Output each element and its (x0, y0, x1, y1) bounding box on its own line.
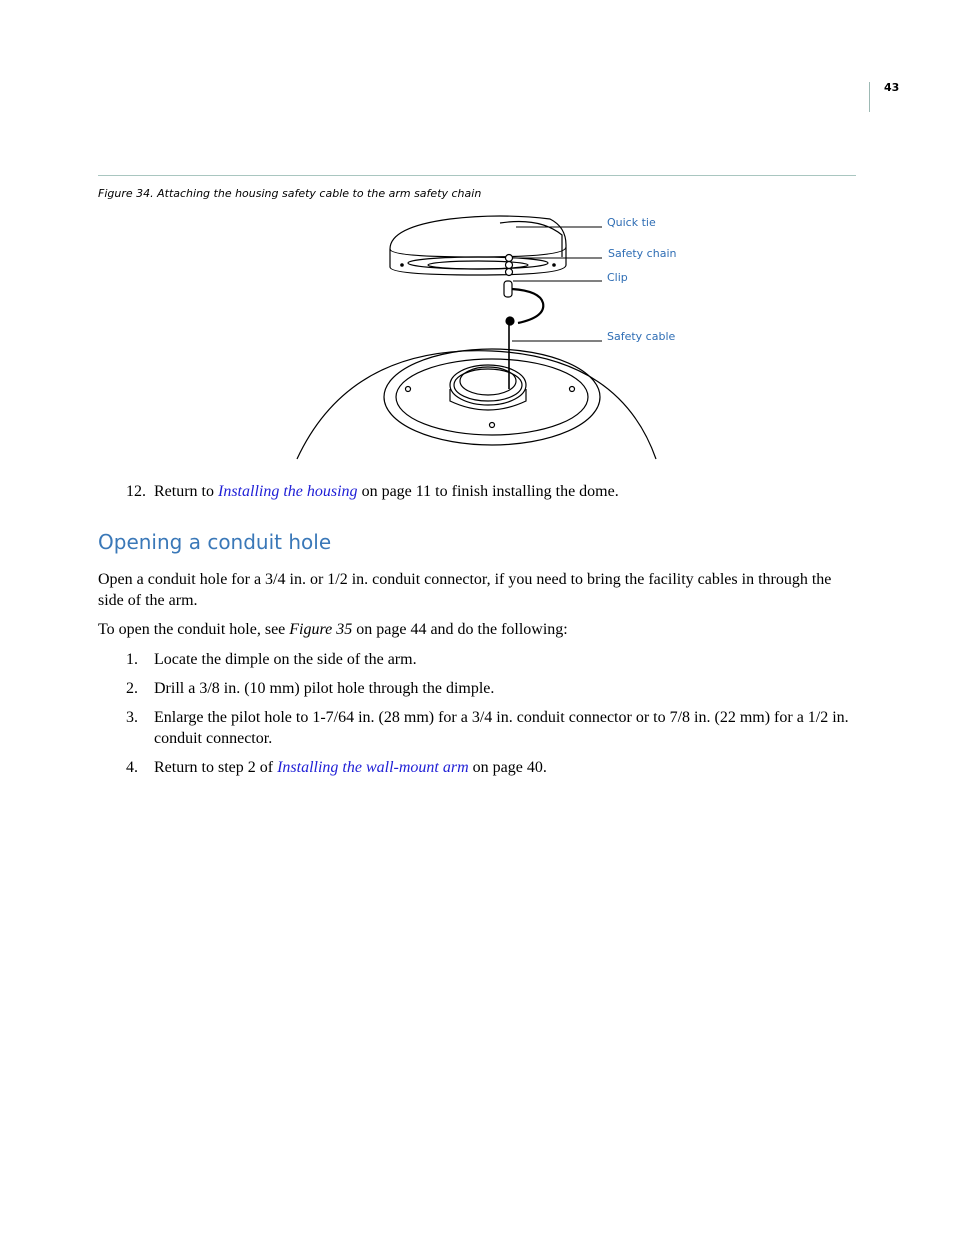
callout-safety-chain: Safety chain (608, 247, 677, 260)
list-item (126, 678, 856, 699)
lead-suffix: on page 44 and do the following: (352, 621, 568, 638)
intro-paragraph: Open a conduit hole for a 3/4 in. or 1/2 in. conduit connector, if you need to bring the facility cables in through the side of the arm. (98, 571, 832, 609)
header-rule (98, 175, 856, 176)
step-text: Drill a 3/8 in. (10 mm) pilot hole through the dimple. (154, 680, 495, 697)
section-heading: Opening a conduit hole (98, 530, 332, 554)
arm-drawing (297, 349, 656, 459)
step-text-prefix: Return to step 2 of (154, 759, 278, 776)
figure-reference: Figure 35 (289, 621, 353, 638)
figure-caption: Figure 34. Attaching the housing safety cable to the arm safety chain (98, 187, 482, 200)
page-number: 43 (884, 81, 900, 94)
lead-prefix: To open the conduit hole, see (98, 621, 290, 638)
installing-wall-mount-arm-link[interactable]: Installing the wall-mount arm (277, 759, 469, 776)
callout-quick-tie: Quick tie (607, 216, 656, 229)
callout-leaders (512, 227, 602, 341)
step-text: Enlarge the pilot hole to 1-7/64 in. (28 mm) for a 3/4 in. conduit connector or to 7/8 in. (22 mm) for a 1/2 in. conduit connector. (154, 709, 849, 747)
step-number: 1. (126, 651, 138, 668)
step-12 (126, 483, 619, 501)
installing-housing-link[interactable]: Installing the housing (218, 483, 358, 500)
callout-clip: Clip (607, 271, 628, 284)
callout-safety-cable: Safety cable (607, 330, 676, 343)
step-number: 12. (126, 483, 146, 500)
step-text-suffix: on page 11 to finish installing the dome. (357, 483, 619, 500)
lead-paragraph (98, 619, 858, 640)
step-text-suffix: on page 40. (468, 759, 547, 776)
list-item (126, 707, 856, 749)
step-text: Locate the dimple on the side of the arm. (154, 651, 417, 668)
step-number: 3. (126, 709, 138, 726)
step-number: 4. (126, 759, 138, 776)
step-number: 2. (126, 680, 138, 697)
step-text-prefix: Return to (154, 483, 218, 500)
list-item (126, 757, 856, 778)
step-text (154, 757, 856, 778)
housing-drawing (390, 216, 566, 275)
page-number-rule (869, 82, 870, 112)
list-item (126, 649, 856, 670)
